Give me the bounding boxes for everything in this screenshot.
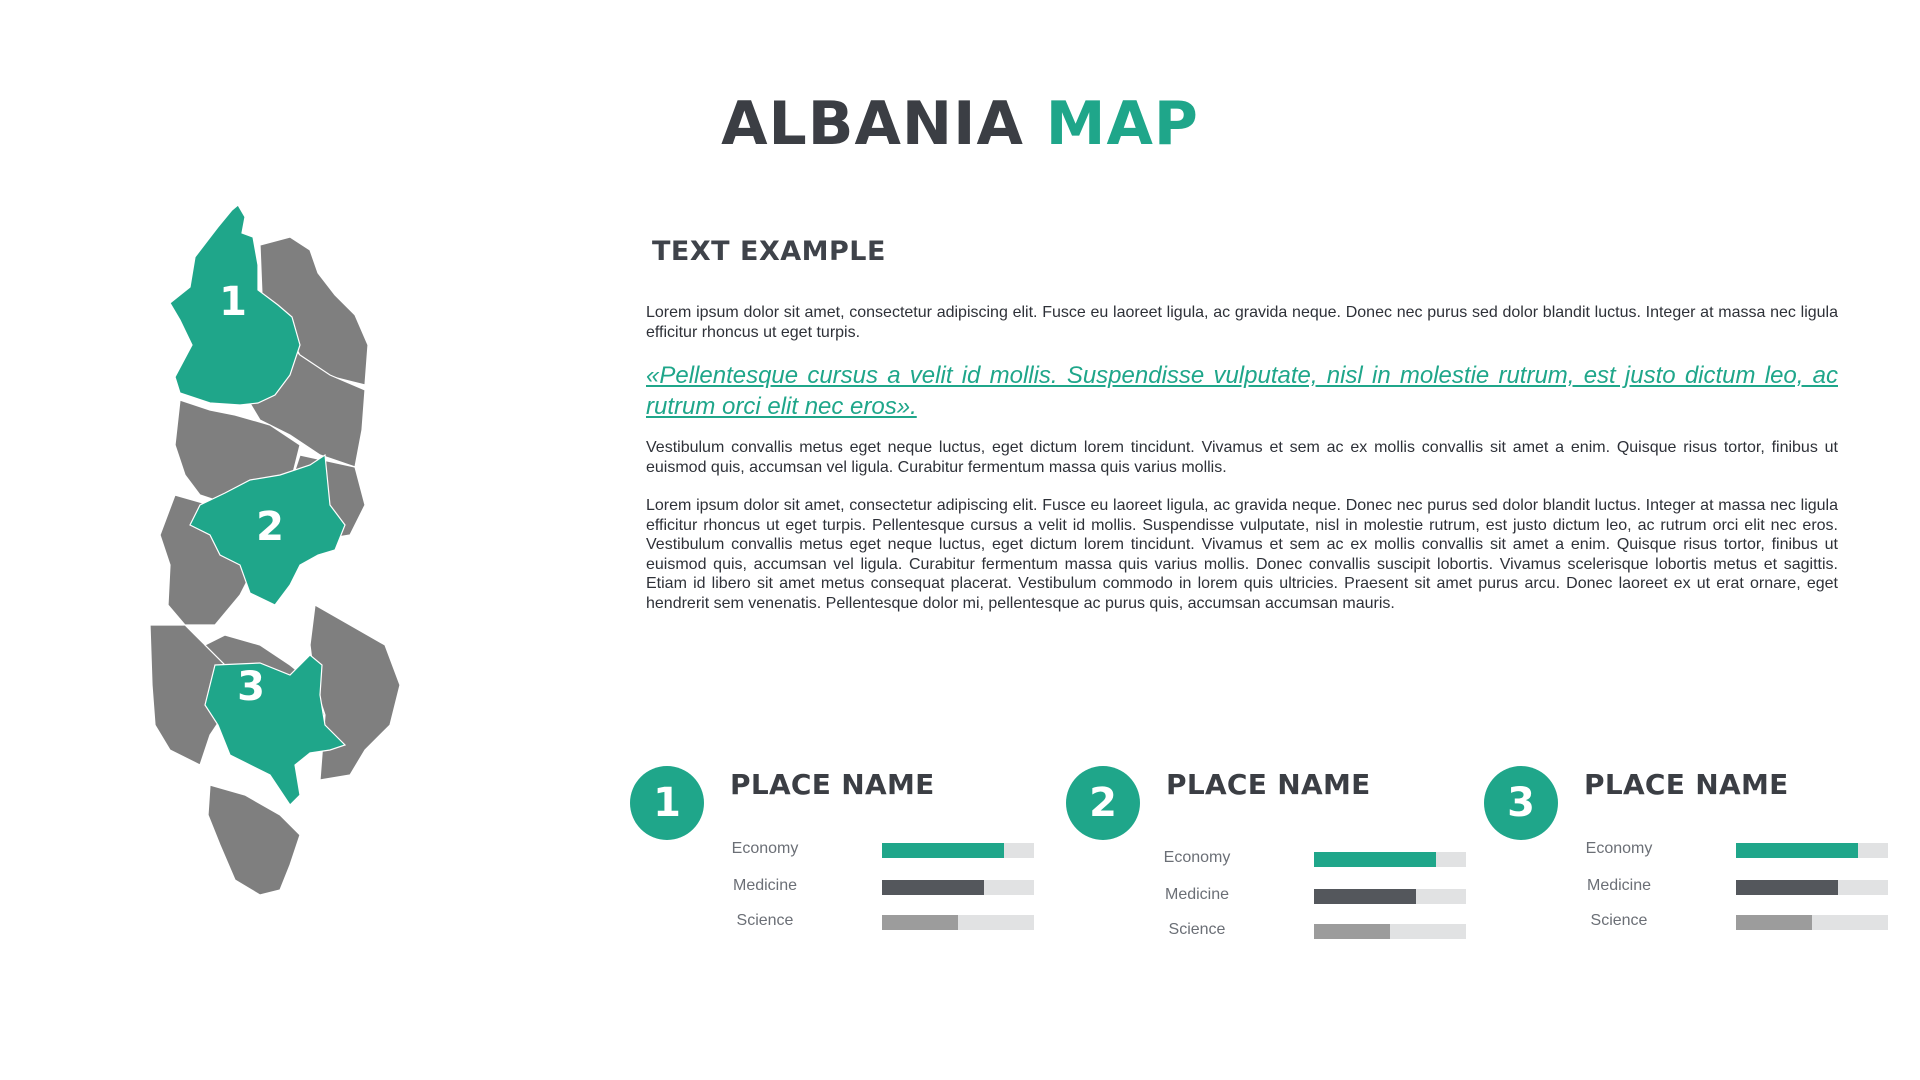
text-paragraph-2: Vestibulum convallis metus eget neque luctus, eget dictum lorem tincidunt. Vivamus et sem ac ex mollis convallis sit amet a enim. Quisque risus tortor, finibus ut euismod quis, accumsan vel ligula. Curabitur fermentum massa quis varius mollis.	[646, 439, 1838, 476]
metric-bar-track	[882, 843, 1034, 858]
map-region-number-1: 1	[219, 279, 247, 325]
metric-bar-fill	[1314, 852, 1436, 867]
place-number-badge: 3	[1484, 766, 1558, 840]
metric-label: Economy	[1163, 849, 1231, 866]
metric-bar-track	[882, 880, 1034, 895]
metric-label: Economy	[1585, 840, 1653, 857]
text-section-heading: TEXT EXAMPLE	[652, 236, 886, 267]
metric-bar-fill	[1736, 880, 1838, 895]
quote-link[interactable]: «Pellentesque cursus a velit id mollis. Suspendisse vulputate, nisl in molestie rutrum, est justo dictum leo, ac rutrum orci elit nec eros».	[646, 362, 1838, 420]
metric-medicine	[710, 876, 1010, 896]
place-number-badge: 1	[630, 766, 704, 840]
metric-bar-fill	[1736, 843, 1858, 858]
map-region-south-east	[310, 605, 400, 780]
place-card-1	[630, 766, 1010, 946]
metric-bar-fill	[1736, 915, 1812, 930]
metric-bar-track	[1736, 880, 1888, 895]
metric-bar-track	[1314, 852, 1466, 867]
place-card-3	[1484, 766, 1864, 946]
map-region-number-3: 3	[237, 664, 265, 710]
metric-label: Science	[1168, 921, 1226, 938]
map-region-far-south	[208, 785, 300, 895]
metric-label: Medicine	[732, 877, 798, 894]
metric-bar-fill	[882, 880, 984, 895]
albania-map	[150, 205, 510, 995]
metric-economy	[1564, 839, 1864, 859]
metric-bar-fill	[1314, 889, 1416, 904]
metric-bar-track	[1314, 889, 1466, 904]
metric-bar-track	[1736, 915, 1888, 930]
metric-label: Medicine	[1164, 886, 1230, 903]
place-name: PLACE NAME	[1584, 768, 1789, 801]
metric-label: Medicine	[1586, 877, 1652, 894]
text-paragraph-3: Lorem ipsum dolor sit amet, consectetur adipiscing elit. Fusce eu laoreet ligula, ac gravida neque. Donec nec purus sed dolor blandit luctus. Integer at massa nec ligula efficitur rhoncus ut eget turpis. Pellentesque cursus a velit id mollis. Suspendisse vulputate, nisl in molestie rutrum, est justo dictum leo, ac rutrum orci elit nec eros. Vestibulum convallis metus eget neque luctus, eget dictum lorem tincidunt. Vivamus et sem ac ex mollis convallis sit amet a enim. Quisque risus tortor, finibus ut euismod quis, accumsan vel ligula. Curabitur fermentum massa quis varius mollis. Donec convallis suscipit lobortis. Vivamus scelerisque lobortis metus et sagittis. Etiam id libero sit amet metus consequat placerat. Vestibulum commodo in lorem quis ultricies. Praesent sit amet purus arcu. Donec laoreet ex ut erat ornare, eget hendrerit sem venenatis. Pellentesque dolor mi, pellentesque ac purus quis, accumsan accumsan mauris.	[646, 497, 1838, 612]
metric-label: Science	[1590, 912, 1648, 929]
page-title	[0, 88, 1920, 160]
metric-science	[1142, 920, 1442, 940]
metric-bar-fill	[1314, 924, 1390, 939]
metric-bar-fill	[882, 843, 1004, 858]
metric-bar-track	[1736, 843, 1888, 858]
page-title-map: MAP	[1045, 89, 1199, 159]
place-name: PLACE NAME	[1166, 768, 1371, 801]
text-paragraph-1: Lorem ipsum dolor sit amet, consectetur adipiscing elit. Fusce eu laoreet ligula, ac gravida neque. Donec nec purus sed dolor blandit luctus. Integer at massa nec ligula efficitur rhoncus ut eget turpis.	[646, 304, 1838, 341]
metric-bar-track	[1314, 924, 1466, 939]
metric-bar-fill	[882, 915, 958, 930]
metric-medicine	[1142, 885, 1442, 905]
metric-economy	[710, 839, 1010, 859]
place-number-badge: 2	[1066, 766, 1140, 840]
place-card-2	[1066, 766, 1446, 946]
metric-label: Economy	[731, 840, 799, 857]
metric-medicine	[1564, 876, 1864, 896]
metric-economy	[1142, 848, 1442, 868]
map-region-number-2: 2	[256, 504, 284, 550]
metric-science	[710, 911, 1010, 931]
metric-bar-track	[882, 915, 1034, 930]
metric-label: Science	[736, 912, 794, 929]
page-title-country: ALBANIA	[721, 89, 1024, 159]
metric-science	[1564, 911, 1864, 931]
place-name: PLACE NAME	[730, 768, 935, 801]
